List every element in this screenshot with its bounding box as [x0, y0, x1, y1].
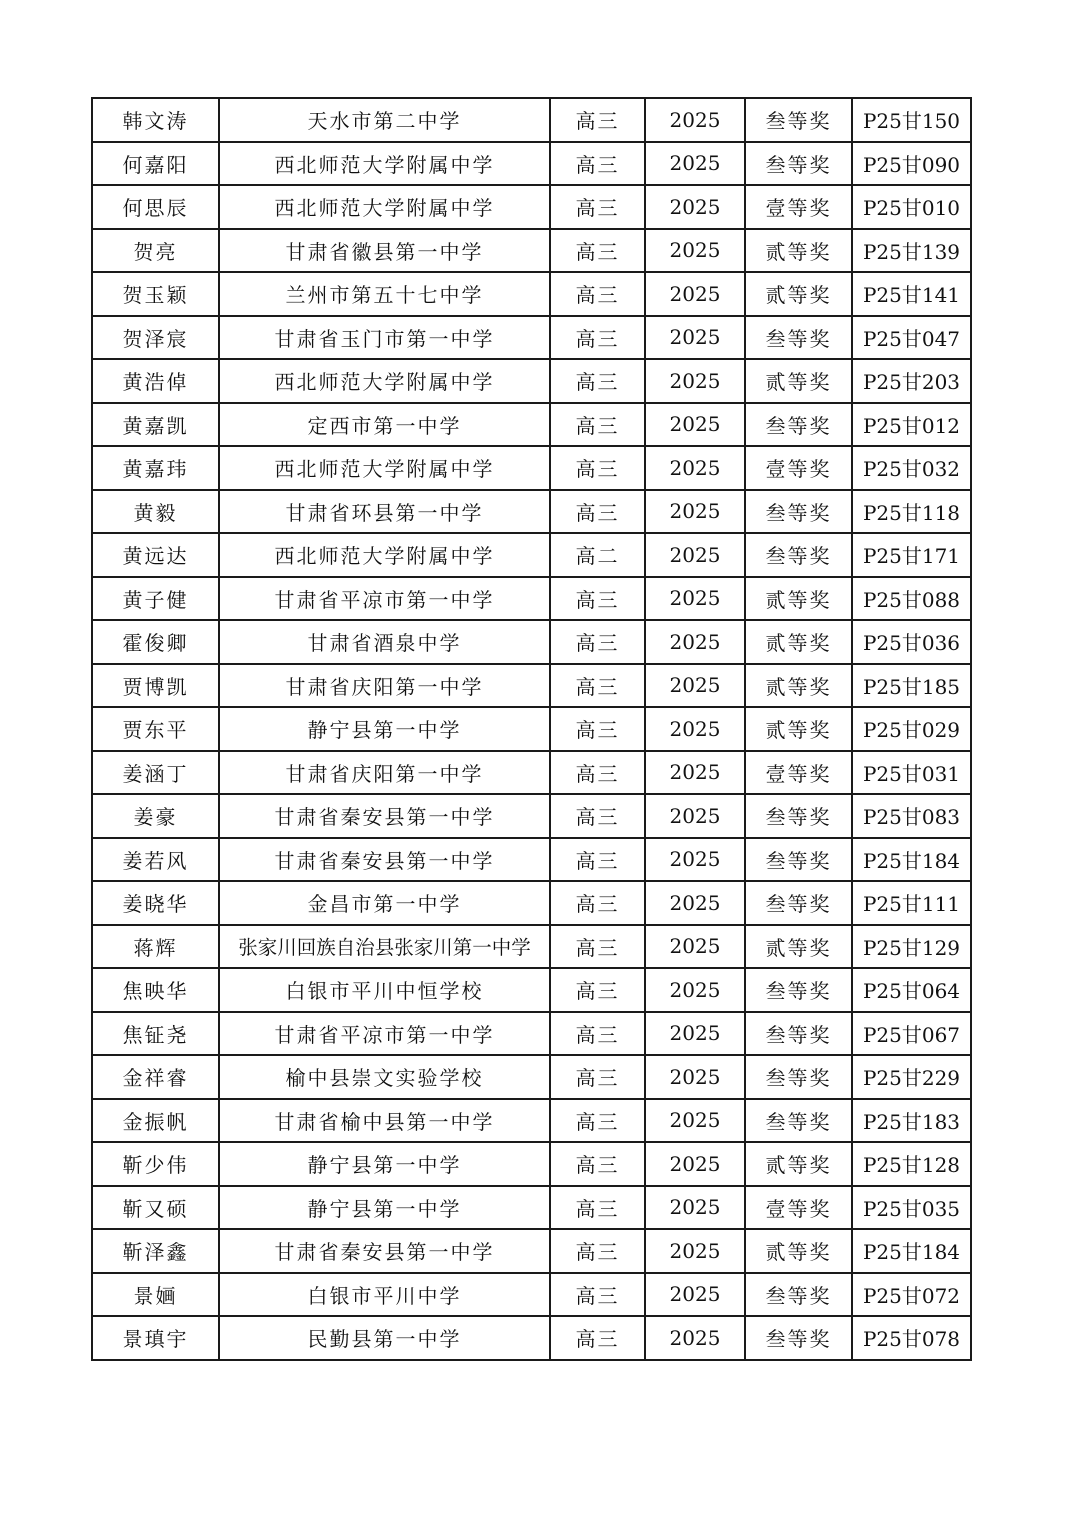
award-level-cell: 贰等奖 — [745, 707, 852, 751]
award-level-cell: 壹等奖 — [745, 1186, 852, 1230]
table-row — [92, 751, 971, 795]
year-cell: 2025 — [645, 707, 745, 751]
award-table — [91, 97, 972, 1361]
student-name-cell: 姜涵丁 — [92, 751, 219, 795]
grade-cell: 高三 — [550, 98, 645, 142]
year-cell: 2025 — [645, 185, 745, 229]
table-row — [92, 446, 971, 490]
certificate-code-cell: P25甘012 — [852, 403, 971, 447]
certificate-code-cell: P25甘078 — [852, 1316, 971, 1360]
school-cell: 西北师范大学附属中学 — [219, 533, 550, 577]
table-row — [92, 403, 971, 447]
award-level-cell: 贰等奖 — [745, 1229, 852, 1273]
school-cell: 甘肃省庆阳第一中学 — [219, 751, 550, 795]
school-cell: 甘肃省玉门市第一中学 — [219, 316, 550, 360]
grade-cell: 高三 — [550, 446, 645, 490]
table-row — [92, 185, 971, 229]
award-level-cell: 贰等奖 — [745, 359, 852, 403]
year-cell: 2025 — [645, 968, 745, 1012]
school-cell: 甘肃省酒泉中学 — [219, 620, 550, 664]
table-row — [92, 1012, 971, 1056]
student-name-cell: 蒋辉 — [92, 925, 219, 969]
grade-cell: 高三 — [550, 1055, 645, 1099]
table-row — [92, 533, 971, 577]
table-row — [92, 1316, 971, 1360]
school-cell: 西北师范大学附属中学 — [219, 359, 550, 403]
certificate-code-cell: P25甘141 — [852, 272, 971, 316]
certificate-code-cell: P25甘203 — [852, 359, 971, 403]
certificate-code-cell: P25甘111 — [852, 881, 971, 925]
student-name-cell: 焦钲尧 — [92, 1012, 219, 1056]
table-row — [92, 490, 971, 534]
student-name-cell: 黄远达 — [92, 533, 219, 577]
grade-cell: 高三 — [550, 229, 645, 273]
table-row — [92, 925, 971, 969]
year-cell: 2025 — [645, 533, 745, 577]
student-name-cell: 靳少伟 — [92, 1142, 219, 1186]
school-cell: 白银市平川中学 — [219, 1273, 550, 1317]
grade-cell: 高三 — [550, 1229, 645, 1273]
award-level-cell: 壹等奖 — [745, 751, 852, 795]
year-cell: 2025 — [645, 794, 745, 838]
award-level-cell: 壹等奖 — [745, 185, 852, 229]
year-cell: 2025 — [645, 1273, 745, 1317]
year-cell: 2025 — [645, 1316, 745, 1360]
grade-cell: 高三 — [550, 794, 645, 838]
award-level-cell: 贰等奖 — [745, 664, 852, 708]
student-name-cell: 焦映华 — [92, 968, 219, 1012]
table-row — [92, 1229, 971, 1273]
grade-cell: 高二 — [550, 533, 645, 577]
school-cell: 西北师范大学附属中学 — [219, 142, 550, 186]
certificate-code-cell: P25甘010 — [852, 185, 971, 229]
award-level-cell: 叁等奖 — [745, 142, 852, 186]
award-level-cell: 叁等奖 — [745, 1273, 852, 1317]
grade-cell: 高三 — [550, 925, 645, 969]
student-name-cell: 黄浩倬 — [92, 359, 219, 403]
table-row — [92, 316, 971, 360]
certificate-code-cell: P25甘150 — [852, 98, 971, 142]
table-row — [92, 142, 971, 186]
school-cell: 甘肃省平凉市第一中学 — [219, 1012, 550, 1056]
table-row — [92, 1099, 971, 1143]
year-cell: 2025 — [645, 1142, 745, 1186]
certificate-code-cell: P25甘083 — [852, 794, 971, 838]
award-level-cell: 叁等奖 — [745, 403, 852, 447]
school-cell: 天水市第二中学 — [219, 98, 550, 142]
student-name-cell: 姜若风 — [92, 838, 219, 882]
grade-cell: 高三 — [550, 1186, 645, 1230]
school-cell: 榆中县崇文实验学校 — [219, 1055, 550, 1099]
table-row — [92, 968, 971, 1012]
year-cell: 2025 — [645, 751, 745, 795]
table-row — [92, 794, 971, 838]
school-cell: 定西市第一中学 — [219, 403, 550, 447]
grade-cell: 高三 — [550, 620, 645, 664]
award-level-cell: 叁等奖 — [745, 316, 852, 360]
award-level-cell: 叁等奖 — [745, 1012, 852, 1056]
table-row — [92, 1273, 971, 1317]
award-level-cell: 叁等奖 — [745, 794, 852, 838]
certificate-code-cell: P25甘090 — [852, 142, 971, 186]
school-cell: 甘肃省秦安县第一中学 — [219, 794, 550, 838]
school-cell: 西北师范大学附属中学 — [219, 185, 550, 229]
student-name-cell: 贺亮 — [92, 229, 219, 273]
year-cell: 2025 — [645, 925, 745, 969]
certificate-code-cell: P25甘031 — [852, 751, 971, 795]
student-name-cell: 景婳 — [92, 1273, 219, 1317]
student-name-cell: 黄子健 — [92, 577, 219, 621]
school-cell: 甘肃省平凉市第一中学 — [219, 577, 550, 621]
certificate-code-cell: P25甘118 — [852, 490, 971, 534]
grade-cell: 高三 — [550, 838, 645, 882]
student-name-cell: 姜晓华 — [92, 881, 219, 925]
certificate-code-cell: P25甘171 — [852, 533, 971, 577]
certificate-code-cell: P25甘139 — [852, 229, 971, 273]
certificate-code-cell: P25甘185 — [852, 664, 971, 708]
grade-cell: 高三 — [550, 490, 645, 534]
award-level-cell: 贰等奖 — [745, 620, 852, 664]
year-cell: 2025 — [645, 446, 745, 490]
certificate-code-cell: P25甘064 — [852, 968, 971, 1012]
certificate-code-cell: P25甘088 — [852, 577, 971, 621]
year-cell: 2025 — [645, 1012, 745, 1056]
certificate-code-cell: P25甘072 — [852, 1273, 971, 1317]
grade-cell: 高三 — [550, 664, 645, 708]
year-cell: 2025 — [645, 664, 745, 708]
student-name-cell: 黄毅 — [92, 490, 219, 534]
award-level-cell: 贰等奖 — [745, 577, 852, 621]
grade-cell: 高三 — [550, 1142, 645, 1186]
certificate-code-cell: P25甘184 — [852, 838, 971, 882]
school-cell: 民勤县第一中学 — [219, 1316, 550, 1360]
year-cell: 2025 — [645, 229, 745, 273]
year-cell: 2025 — [645, 142, 745, 186]
student-name-cell: 景瑱宇 — [92, 1316, 219, 1360]
certificate-code-cell: P25甘184 — [852, 1229, 971, 1273]
award-level-cell: 贰等奖 — [745, 925, 852, 969]
award-level-cell: 叁等奖 — [745, 881, 852, 925]
grade-cell: 高三 — [550, 142, 645, 186]
grade-cell: 高三 — [550, 1012, 645, 1056]
year-cell: 2025 — [645, 881, 745, 925]
table-row — [92, 1186, 971, 1230]
student-name-cell: 金祥睿 — [92, 1055, 219, 1099]
table-row — [92, 838, 971, 882]
award-level-cell: 叁等奖 — [745, 98, 852, 142]
year-cell: 2025 — [645, 490, 745, 534]
certificate-code-cell: P25甘129 — [852, 925, 971, 969]
grade-cell: 高三 — [550, 577, 645, 621]
award-level-cell: 叁等奖 — [745, 490, 852, 534]
award-table-body — [92, 98, 971, 1360]
student-name-cell: 韩文涛 — [92, 98, 219, 142]
school-cell: 西北师范大学附属中学 — [219, 446, 550, 490]
table-row — [92, 664, 971, 708]
year-cell: 2025 — [645, 272, 745, 316]
year-cell: 2025 — [645, 838, 745, 882]
certificate-code-cell: P25甘036 — [852, 620, 971, 664]
table-row — [92, 881, 971, 925]
award-level-cell: 叁等奖 — [745, 533, 852, 577]
year-cell: 2025 — [645, 1186, 745, 1230]
award-level-cell: 叁等奖 — [745, 1099, 852, 1143]
year-cell: 2025 — [645, 1099, 745, 1143]
student-name-cell: 何思辰 — [92, 185, 219, 229]
student-name-cell: 黄嘉玮 — [92, 446, 219, 490]
grade-cell: 高三 — [550, 1316, 645, 1360]
year-cell: 2025 — [645, 403, 745, 447]
award-level-cell: 壹等奖 — [745, 446, 852, 490]
year-cell: 2025 — [645, 359, 745, 403]
year-cell: 2025 — [645, 98, 745, 142]
grade-cell: 高三 — [550, 316, 645, 360]
award-level-cell: 贰等奖 — [745, 272, 852, 316]
award-level-cell: 叁等奖 — [745, 1055, 852, 1099]
award-list-page — [91, 97, 972, 1361]
award-level-cell: 叁等奖 — [745, 1316, 852, 1360]
school-cell: 兰州市第五十七中学 — [219, 272, 550, 316]
school-cell: 甘肃省环县第一中学 — [219, 490, 550, 534]
school-cell: 甘肃省秦安县第一中学 — [219, 1229, 550, 1273]
school-cell: 甘肃省徽县第一中学 — [219, 229, 550, 273]
table-row — [92, 272, 971, 316]
table-row — [92, 359, 971, 403]
student-name-cell: 贾东平 — [92, 707, 219, 751]
table-row — [92, 98, 971, 142]
grade-cell: 高三 — [550, 751, 645, 795]
grade-cell: 高三 — [550, 403, 645, 447]
table-row — [92, 577, 971, 621]
school-cell: 甘肃省榆中县第一中学 — [219, 1099, 550, 1143]
certificate-code-cell: P25甘067 — [852, 1012, 971, 1056]
school-cell: 甘肃省秦安县第一中学 — [219, 838, 550, 882]
student-name-cell: 姜豪 — [92, 794, 219, 838]
grade-cell: 高三 — [550, 1273, 645, 1317]
award-level-cell: 贰等奖 — [745, 229, 852, 273]
school-cell: 金昌市第一中学 — [219, 881, 550, 925]
year-cell: 2025 — [645, 316, 745, 360]
student-name-cell: 金振帆 — [92, 1099, 219, 1143]
student-name-cell: 靳泽鑫 — [92, 1229, 219, 1273]
school-cell: 张家川回族自治县张家川第一中学 — [219, 925, 550, 969]
year-cell: 2025 — [645, 577, 745, 621]
certificate-code-cell: P25甘035 — [852, 1186, 971, 1230]
table-row — [92, 1055, 971, 1099]
certificate-code-cell: P25甘229 — [852, 1055, 971, 1099]
student-name-cell: 霍俊卿 — [92, 620, 219, 664]
school-cell: 白银市平川中恒学校 — [219, 968, 550, 1012]
year-cell: 2025 — [645, 1229, 745, 1273]
student-name-cell: 贺玉颖 — [92, 272, 219, 316]
year-cell: 2025 — [645, 620, 745, 664]
school-cell: 甘肃省庆阳第一中学 — [219, 664, 550, 708]
grade-cell: 高三 — [550, 707, 645, 751]
certificate-code-cell: P25甘183 — [852, 1099, 971, 1143]
student-name-cell: 黄嘉凯 — [92, 403, 219, 447]
certificate-code-cell: P25甘128 — [852, 1142, 971, 1186]
year-cell: 2025 — [645, 1055, 745, 1099]
table-row — [92, 229, 971, 273]
award-level-cell: 叁等奖 — [745, 838, 852, 882]
award-level-cell: 贰等奖 — [745, 1142, 852, 1186]
student-name-cell: 贺泽宸 — [92, 316, 219, 360]
table-row — [92, 1142, 971, 1186]
grade-cell: 高三 — [550, 881, 645, 925]
certificate-code-cell: P25甘032 — [852, 446, 971, 490]
school-cell: 静宁县第一中学 — [219, 1142, 550, 1186]
school-cell: 静宁县第一中学 — [219, 1186, 550, 1230]
table-row — [92, 707, 971, 751]
certificate-code-cell: P25甘029 — [852, 707, 971, 751]
grade-cell: 高三 — [550, 968, 645, 1012]
student-name-cell: 何嘉阳 — [92, 142, 219, 186]
certificate-code-cell: P25甘047 — [852, 316, 971, 360]
school-cell: 静宁县第一中学 — [219, 707, 550, 751]
grade-cell: 高三 — [550, 272, 645, 316]
student-name-cell: 靳又硕 — [92, 1186, 219, 1230]
grade-cell: 高三 — [550, 359, 645, 403]
student-name-cell: 贾博凯 — [92, 664, 219, 708]
award-level-cell: 叁等奖 — [745, 968, 852, 1012]
grade-cell: 高三 — [550, 185, 645, 229]
table-row — [92, 620, 971, 664]
grade-cell: 高三 — [550, 1099, 645, 1143]
